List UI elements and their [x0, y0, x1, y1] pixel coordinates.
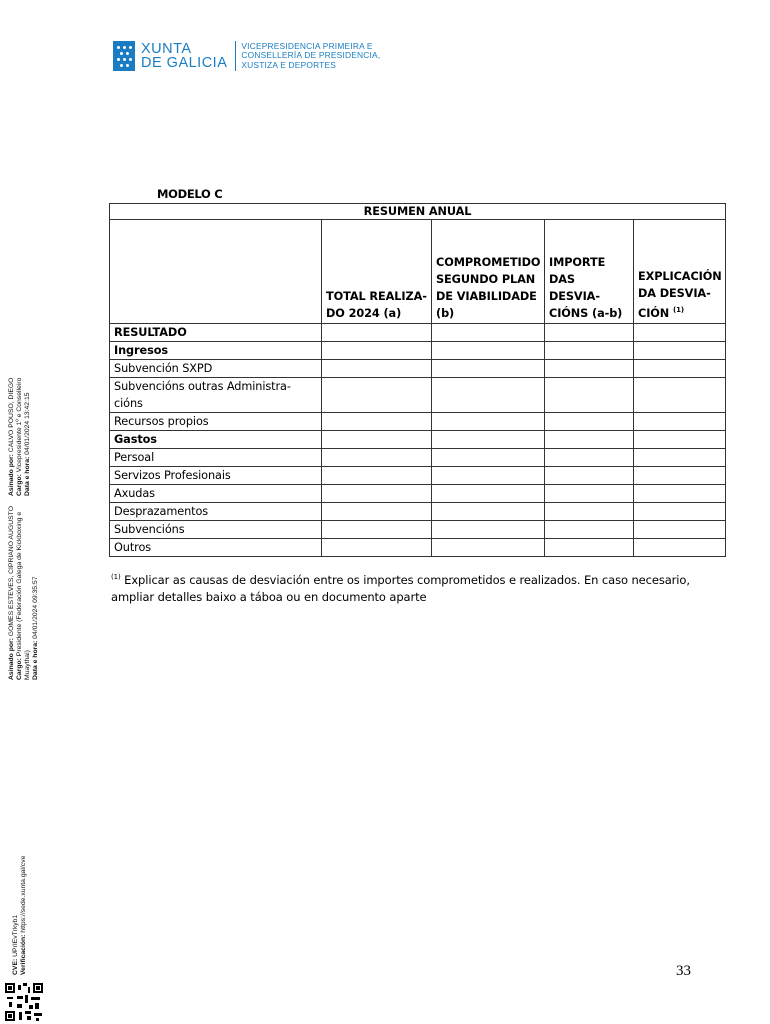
table-row [110, 449, 726, 467]
sig2-date-label: Data e hora: [32, 640, 39, 680]
column-header-line: DAS DESVIA- [549, 273, 600, 303]
model-title: MODELO C [157, 187, 223, 201]
value-cell[interactable] [545, 342, 634, 360]
row-label-text: Gastos [114, 433, 157, 446]
value-cell[interactable] [545, 378, 634, 413]
column-header-line: CIÓNS (a-b) [549, 307, 623, 320]
sig1-role: Vicepresidente 1º e Conselleiro [16, 377, 23, 475]
value-cell[interactable] [545, 539, 634, 557]
row-label [110, 485, 322, 503]
signature-block-1 [8, 378, 32, 496]
table-body [110, 324, 726, 557]
row-label [110, 467, 322, 485]
value-cell[interactable] [545, 521, 634, 539]
column-header-line: (b) [436, 307, 455, 320]
value-cell[interactable] [545, 485, 634, 503]
value-cell[interactable] [322, 449, 432, 467]
table-row [110, 378, 726, 413]
value-cell[interactable] [322, 467, 432, 485]
value-cell[interactable] [432, 485, 545, 503]
sig1-date-label: Data e hora: [24, 456, 31, 496]
row-label [110, 413, 322, 431]
row-label-text: RESULTADO [114, 326, 187, 339]
table-row [110, 324, 726, 342]
row-label [110, 324, 322, 342]
value-cell[interactable] [322, 324, 432, 342]
value-cell[interactable] [634, 431, 726, 449]
sig2-date: 04/01/2024 09:35:57 [32, 576, 39, 641]
column-header-3 [545, 220, 634, 324]
sig2-role: Presidente (Federación Galega de Kickboxing e [16, 511, 23, 659]
value-cell[interactable] [545, 449, 634, 467]
column-header-line: DO 2024 (a) [326, 307, 402, 320]
value-cell[interactable] [634, 324, 726, 342]
column-header-line: SEGUNDO PLAN [436, 273, 536, 286]
logo-line1: XUNTA [141, 41, 192, 57]
value-cell[interactable] [545, 360, 634, 378]
footnote [111, 569, 711, 606]
logo-divider [235, 41, 236, 71]
row-label-text: Outros [114, 541, 152, 554]
value-cell[interactable] [545, 431, 634, 449]
dept-line3: XUSTIZA E DEPORTES [241, 59, 337, 70]
table-row [110, 342, 726, 360]
footnote-marker: (1) [111, 573, 121, 581]
value-cell[interactable] [545, 503, 634, 521]
value-cell[interactable] [634, 413, 726, 431]
value-cell[interactable] [322, 431, 432, 449]
table-title: RESUMEN ANUAL [110, 204, 726, 220]
xunta-emblem-icon [113, 41, 135, 71]
row-label-text: Persoal [114, 451, 155, 464]
row-label [110, 449, 322, 467]
value-cell[interactable] [322, 485, 432, 503]
value-cell[interactable] [432, 539, 545, 557]
row-label [110, 539, 322, 557]
column-header-line: DE VIABILIDADE [436, 290, 537, 303]
value-cell[interactable] [322, 503, 432, 521]
verification-label: Verificación: [20, 934, 27, 975]
column-header-0 [110, 220, 322, 324]
value-cell[interactable] [322, 342, 432, 360]
column-header-line: TOTAL REALIZA- [326, 290, 427, 303]
column-header-line: COMPROMETIDO [436, 256, 541, 269]
table-row [110, 467, 726, 485]
sig1-label: Asinado por: [8, 454, 15, 496]
xunta-logo [113, 40, 380, 72]
row-label [110, 378, 322, 413]
row-label-text: Subvencións outras Administra- [114, 380, 291, 393]
footnote-line2: ampliar detalles baixo a táboa ou en documento aparte [111, 589, 427, 604]
table-row [110, 431, 726, 449]
sig2-role2: Muaythai) [24, 650, 31, 680]
column-header-line: DA DESVIA- [638, 287, 711, 301]
value-cell[interactable] [634, 449, 726, 467]
value-cell[interactable] [432, 521, 545, 539]
value-cell[interactable] [545, 413, 634, 431]
column-header-line: CIÓN [638, 307, 670, 320]
column-header-row [110, 220, 726, 324]
value-cell[interactable] [322, 360, 432, 378]
value-cell[interactable] [432, 413, 545, 431]
column-header-line: EXPLICACIÓN [638, 270, 722, 284]
row-label-text: Desprazamentos [114, 505, 209, 518]
sig2-role-label: Cargo: [16, 658, 23, 680]
row-label-text: Recursos propios [114, 415, 209, 428]
table-row [110, 521, 726, 539]
row-label [110, 431, 322, 449]
value-cell[interactable] [322, 413, 432, 431]
column-header-1 [322, 220, 432, 324]
department-name [241, 42, 380, 71]
verification-block [12, 856, 28, 975]
value-cell[interactable] [634, 521, 726, 539]
row-label [110, 342, 322, 360]
value-cell[interactable] [432, 360, 545, 378]
table-row [110, 539, 726, 557]
sig2-name: GOMES ESTEVES, CIPRIANO AUGUSTO [8, 506, 15, 639]
value-cell[interactable] [432, 378, 545, 413]
value-cell[interactable] [545, 324, 634, 342]
row-label [110, 360, 322, 378]
footnote-line1: Explicar as causas de desviación entre os importes comprometidos e realizados. En caso necesario, [120, 572, 690, 587]
value-cell[interactable] [322, 378, 432, 413]
value-cell[interactable] [634, 485, 726, 503]
column-header-4 [634, 220, 726, 324]
value-cell[interactable] [432, 342, 545, 360]
table-row [110, 485, 726, 503]
value-cell[interactable] [634, 503, 726, 521]
value-cell[interactable] [322, 521, 432, 539]
summary-table [109, 203, 726, 557]
dept-line2: CONSELLERÍA DE PRESIDENCIA, [241, 50, 381, 61]
row-label [110, 521, 322, 539]
table-row [110, 413, 726, 431]
value-cell[interactable] [634, 360, 726, 378]
row-label-text: Servizos Profesionais [114, 469, 231, 482]
row-label-text: Axudas [114, 487, 155, 500]
value-cell[interactable] [432, 467, 545, 485]
value-cell[interactable] [432, 431, 545, 449]
row-label-text: Subvencións [114, 523, 185, 536]
qr-code-icon [5, 983, 43, 1021]
value-cell[interactable] [432, 503, 545, 521]
value-cell[interactable] [634, 378, 726, 413]
logo-wordmark [141, 42, 227, 70]
value-cell[interactable] [545, 467, 634, 485]
row-label-text: Subvención SXPD [114, 362, 213, 375]
logo-line2: DE GALICIA [141, 55, 228, 71]
column-header-line: IMPORTE [549, 256, 606, 269]
dept-line1: VICEPRESIDENCIA PRIMEIRA E [241, 40, 373, 51]
signature-block-2 [8, 506, 40, 680]
sig2-label: Asinado por: [8, 638, 15, 680]
cve-label: CVE: [12, 958, 19, 975]
row-label-text-cont: cións [114, 397, 143, 410]
table-row [110, 360, 726, 378]
value-cell[interactable] [432, 324, 545, 342]
value-cell[interactable] [634, 342, 726, 360]
page-number: 33 [676, 963, 691, 979]
column-header-2 [432, 220, 545, 324]
row-label [110, 503, 322, 521]
value-cell[interactable] [322, 539, 432, 557]
row-label-text: Ingresos [114, 344, 168, 357]
sig1-name: CALVO POUSO, DIEGO [8, 377, 15, 455]
value-cell[interactable] [432, 449, 545, 467]
table-row [110, 503, 726, 521]
value-cell[interactable] [634, 539, 726, 557]
sig1-role-label: Cargo: [16, 474, 23, 496]
verification-url: https://sede.xunta.gal/cve [20, 855, 27, 935]
sig1-date: 04/01/2024 13:42:15 [24, 392, 31, 457]
cve-value: UPrIEvTrkyb1 [12, 914, 19, 959]
value-cell[interactable] [634, 467, 726, 485]
footnote-ref-marker: (1) [673, 306, 684, 315]
